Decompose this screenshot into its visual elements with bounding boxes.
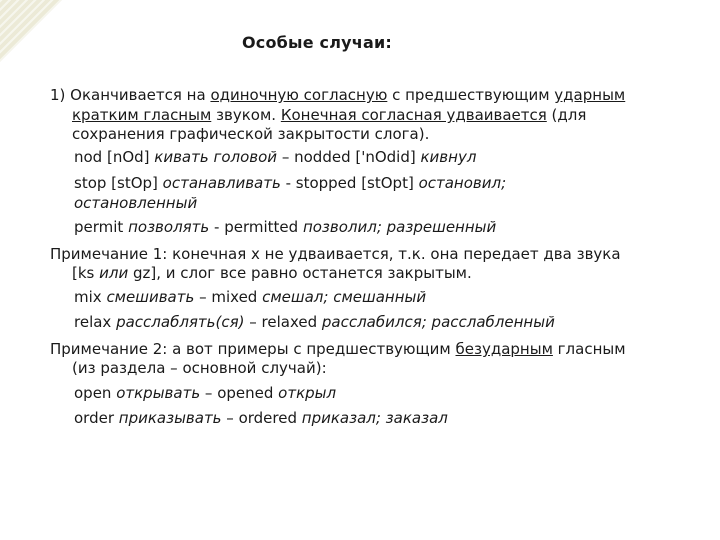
text: с предшествующим: [387, 86, 555, 104]
text: звуком.: [211, 106, 281, 124]
translation: останавливать: [162, 174, 281, 192]
word: mixed: [211, 288, 263, 306]
dash: -: [280, 174, 296, 192]
text: (для: [546, 106, 587, 124]
text: gz], и слог все равно останется закрытым.: [128, 264, 472, 282]
example-order: [74, 409, 448, 428]
rule-line-2: [72, 106, 586, 125]
word: open: [74, 384, 117, 402]
word: permit: [74, 218, 129, 236]
note-label: Примечание 2:: [50, 340, 168, 358]
text: [ks: [72, 264, 100, 282]
underlined-text: ударным: [554, 86, 626, 104]
translation: приказал; заказал: [301, 409, 448, 427]
word: stop [stOp]: [74, 174, 163, 192]
translation: расслаблять(ся): [116, 313, 245, 331]
word: order: [74, 409, 119, 427]
dash: –: [244, 313, 262, 331]
dash: -: [209, 218, 225, 236]
note-1-line-2: [72, 264, 472, 283]
example-nod: [74, 148, 476, 167]
example-open: [74, 384, 336, 403]
rule-line-3: сохранения графической закрытости слога).: [72, 125, 430, 143]
translation: смешивать: [106, 288, 195, 306]
dash: –: [200, 384, 218, 402]
word: opened: [217, 384, 279, 402]
word: mix: [74, 288, 107, 306]
note-label: Примечание 1:: [50, 245, 168, 263]
underlined-text: одиночную согласную: [210, 86, 388, 104]
dash: –: [194, 288, 212, 306]
word: stopped [stOpt]: [295, 174, 419, 192]
translation: смешал; смешанный: [262, 288, 427, 306]
text: или: [99, 264, 129, 282]
word: relax: [74, 313, 117, 331]
text: конечная х не удваивается, т.к. она передает два звука: [167, 245, 621, 263]
underlined-text: кратким гласным: [72, 106, 212, 124]
example-mix: [74, 288, 426, 307]
note-2-line-2: (из раздела – основной случай):: [72, 359, 327, 377]
translation: позволять: [128, 218, 210, 236]
word: relaxed: [261, 313, 322, 331]
translation: открывать: [116, 384, 201, 402]
example-stop-continued: остановленный: [74, 194, 198, 212]
example-stop: [74, 174, 506, 193]
rule-line-1: [50, 86, 625, 105]
translation: расслабился; расслабленный: [321, 313, 555, 331]
translation: приказывать: [118, 409, 222, 427]
dash: –: [221, 409, 239, 427]
underlined-text: Конечная согласная удваивается: [280, 106, 547, 124]
example-relax: [74, 313, 555, 332]
note-1-line-1: [50, 245, 621, 264]
text: гласным: [552, 340, 626, 358]
word: permitted: [224, 218, 303, 236]
word: nod [nOd]: [74, 148, 155, 166]
word: nodded ['nOdid]: [294, 148, 421, 166]
page-title: Особые случаи:: [242, 33, 392, 52]
note-2-line-1: [50, 340, 626, 359]
underlined-text: безударным: [455, 340, 553, 358]
translation: остановил;: [418, 174, 507, 192]
translation: открыл: [278, 384, 337, 402]
translation: кивать головой: [154, 148, 278, 166]
translation: кивнул: [420, 148, 477, 166]
word: ordered: [238, 409, 302, 427]
translation: позволил; разрешенный: [302, 218, 497, 236]
example-permit: [74, 218, 496, 237]
dash: –: [277, 148, 295, 166]
text: а вот примеры с предшествующим: [167, 340, 456, 358]
text: 1) Оканчивается на: [50, 86, 211, 104]
